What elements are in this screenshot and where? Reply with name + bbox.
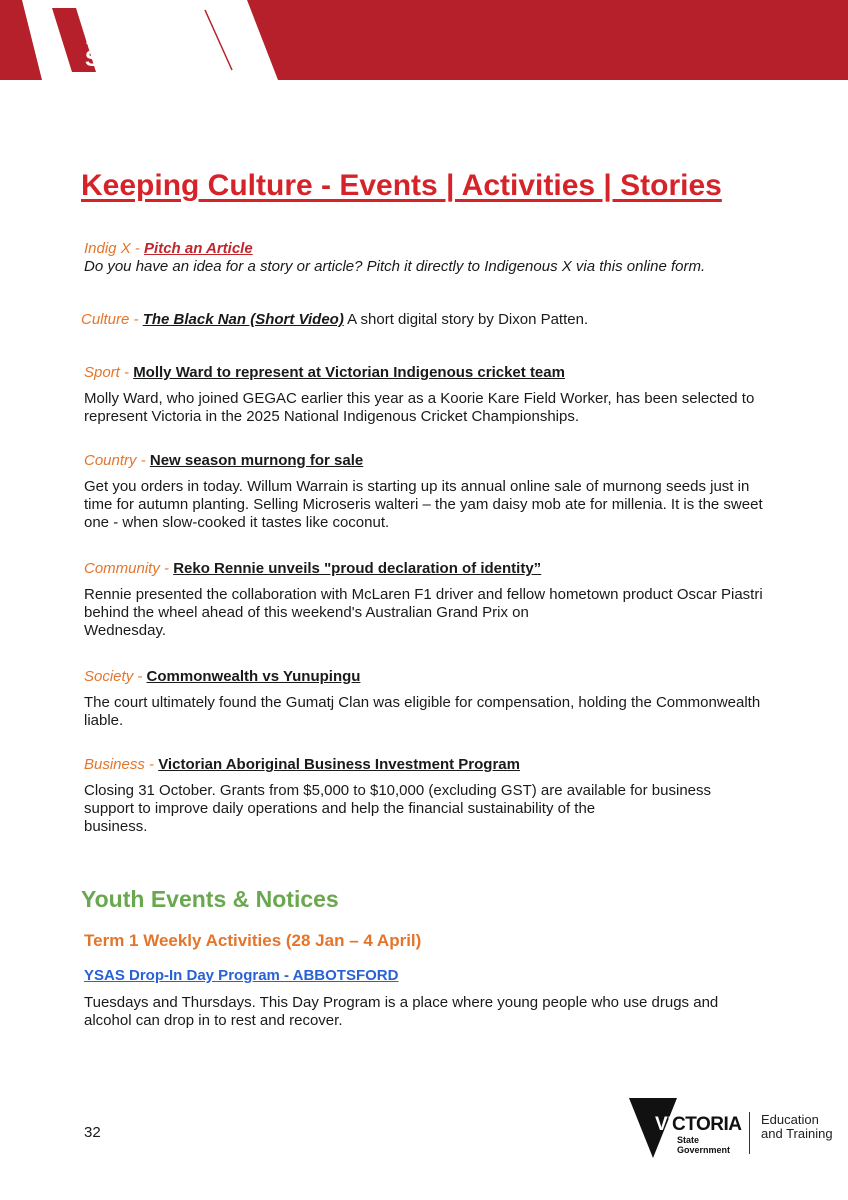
term-activities-heading: Term 1 Weekly Activities (28 Jan – 4 April) <box>84 931 422 950</box>
youth-events-heading: Youth Events & Notices <box>81 886 339 912</box>
category-label: Society - <box>84 668 147 685</box>
victoria-wordmark <box>655 1114 742 1136</box>
government-label: Government <box>677 1145 731 1155</box>
logo-divider <box>749 1112 750 1154</box>
logo-line-the: THE <box>85 9 114 26</box>
item-description: Rennie presented the collaboration with McLaren F1 driver and fellow hometown product Oscar Piastri behind the wheel ahead of this weekend's Australian Grand Prix on <box>84 586 763 621</box>
item-description-cont: Wednesday. <box>84 622 166 639</box>
victoria-letter: T <box>685 1114 696 1135</box>
department-label <box>761 1113 833 1141</box>
item-description-cont: business. <box>84 818 148 835</box>
category-label: Community - <box>84 560 174 577</box>
item-sport <box>84 364 764 426</box>
victoria-letter: I <box>667 1114 672 1135</box>
victoria-letter: C <box>671 1114 686 1135</box>
item-description: A short digital story by Dixon Patten. <box>343 311 589 328</box>
item-description: Do you have an idea for a story or article? Pitch it directly to Indigenous X via this online form. <box>84 258 706 275</box>
category-label: Indig X - <box>84 240 145 257</box>
category-label: Country - <box>84 452 150 469</box>
dept-line1: Education <box>761 1112 819 1127</box>
business-investment-program-link[interactable]: Victorian Aboriginal Business Investment Program <box>158 756 520 773</box>
molly-ward-link[interactable]: Molly Ward to represent at Victorian Indigenous cricket team <box>133 364 565 381</box>
category-label: Business - <box>84 756 159 773</box>
commonwealth-vs-yunupingu-link[interactable]: Commonwealth vs Yunupingu <box>146 668 361 685</box>
victoria-letter: O <box>695 1114 711 1135</box>
victoria-letter: V <box>655 1114 668 1135</box>
page-title: Keeping Culture - Events | Activities | Stories <box>81 169 722 202</box>
state-government-label <box>677 1135 730 1155</box>
category-label: Culture - <box>81 311 143 328</box>
item-business <box>84 756 764 836</box>
victoria-letter: I <box>723 1114 729 1135</box>
item-description: The court ultimately found the Gumatj Clan was eligible for compensation, holding the Commonwealth liable. <box>84 694 761 729</box>
header-banner <box>0 0 848 80</box>
murnong-sale-link[interactable]: New season murnong for sale <box>149 452 364 469</box>
victoria-letter: A <box>728 1114 742 1135</box>
education-state-logo <box>85 10 210 70</box>
page-number: 32 <box>84 1124 101 1141</box>
dept-line2: and Training <box>761 1126 833 1141</box>
item-culture <box>81 311 761 329</box>
item-country <box>84 452 764 532</box>
victoria-government-logo <box>627 1096 837 1160</box>
logo-line-state: STATE <box>85 46 152 71</box>
black-nan-video-link[interactable]: The Black Nan (Short Video) <box>142 311 344 328</box>
logo-line-education: EDUCATION <box>85 24 210 49</box>
item-indig-x <box>84 240 764 276</box>
item-description: Get you orders in today. Willum Warrain is starting up its annual online sale of murnong seeds just in time for autumn planting. Selling Microseris walteri – the yam daisy mob ate for millenia. It is the sweet one - when slow-cooked it tastes like coconut. <box>84 478 763 531</box>
item-community <box>84 560 764 640</box>
ysas-description: Tuesdays and Thursdays. This Day Program is a place where young people who use drugs and alcohol can drop in to rest and recover. <box>84 994 719 1029</box>
item-society <box>84 668 764 730</box>
reko-rennie-link[interactable]: Reko Rennie unveils "proud declaration of identity” <box>173 560 542 577</box>
state-label: State <box>677 1135 700 1145</box>
item-description: Molly Ward, who joined GEGAC earlier this year as a Koorie Kare Field Worker, has been selected to represent Victoria in the 2025 National Indigenous Cricket Championships. <box>84 390 755 425</box>
ysas-drop-in-link[interactable]: YSAS Drop-In Day Program - ABBOTSFORD <box>84 967 399 984</box>
pitch-article-link[interactable]: Pitch an Article <box>144 240 253 257</box>
victoria-letter: R <box>710 1114 724 1135</box>
category-label: Sport - <box>84 364 134 381</box>
item-description: Closing 31 October. Grants from $5,000 to $10,000 (excluding GST) are available for business support to improve daily operations and help the financial sustainability of the <box>84 782 712 817</box>
